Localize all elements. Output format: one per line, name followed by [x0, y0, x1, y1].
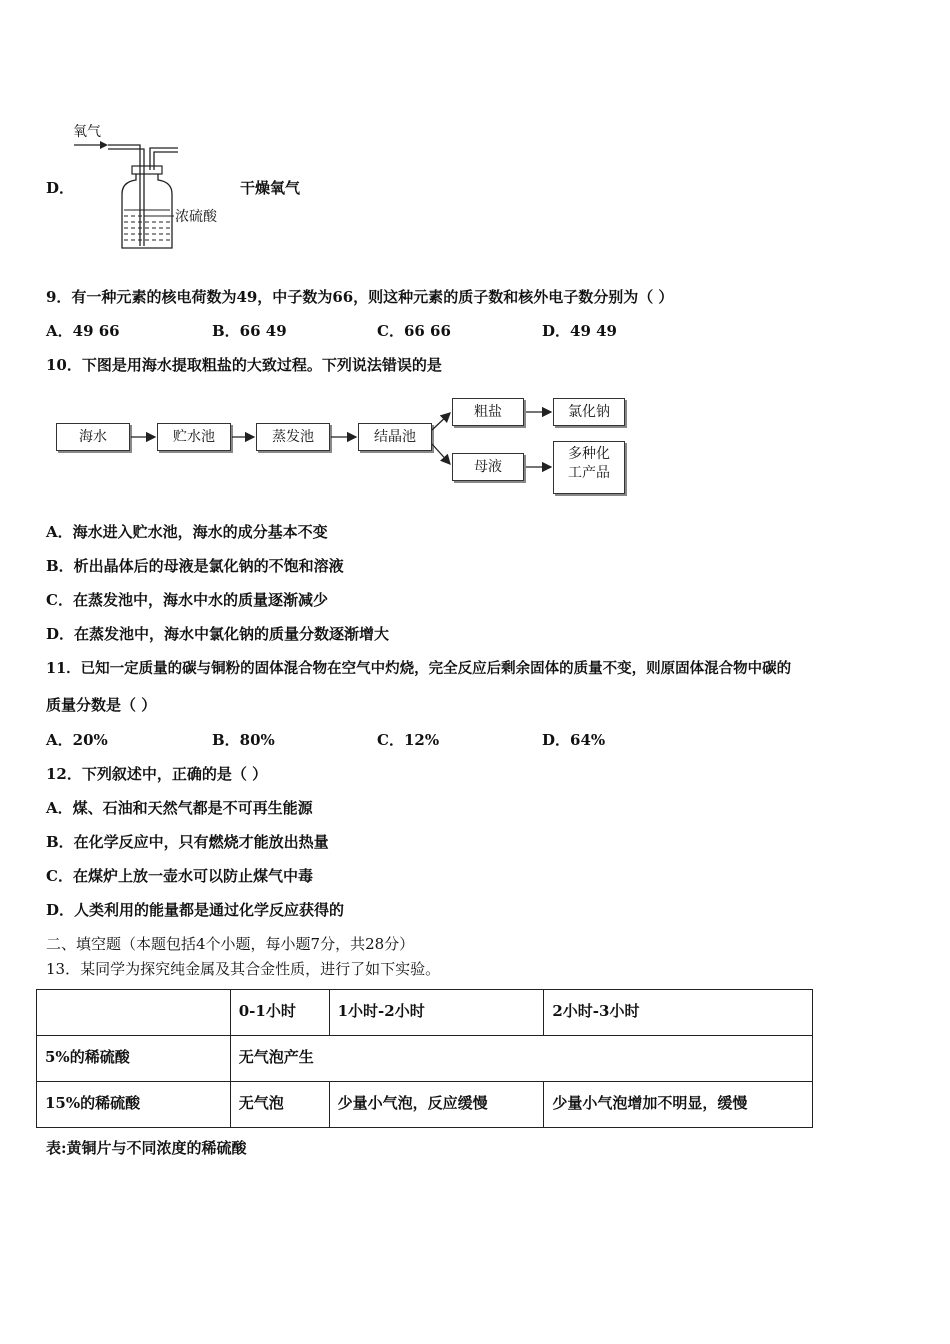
- flow-box-seawater: 海水: [56, 423, 130, 451]
- q11-option-a: A．20%: [46, 731, 108, 749]
- table-cell: 无气泡产生: [230, 1036, 812, 1082]
- q11-option-d: D．64%: [542, 731, 606, 749]
- section-2-heading: 二、填空题（本题包括4个小题，每小题7分，共28分）: [46, 935, 415, 953]
- q10-option-d: D．在蒸发池中，海水中氯化钠的质量分数逐渐增大: [46, 625, 390, 643]
- bottle-stopper: [132, 166, 162, 174]
- flow-box-sodium-chloride: 氯化钠: [553, 398, 625, 426]
- q13-results-table: [36, 989, 813, 1128]
- table-row: [37, 1036, 813, 1082]
- table-header-cell: 0-1小时: [230, 990, 329, 1036]
- table-cell: 15%的稀硫酸: [37, 1082, 231, 1128]
- liquid-label: 浓硫酸: [175, 209, 217, 225]
- table-cell: 5%的稀硫酸: [37, 1036, 231, 1082]
- flow-box-storage-pool: 贮水池: [157, 423, 231, 451]
- flow-box-crude-salt: 粗盐: [452, 398, 524, 426]
- q12-option-a: A．煤、石油和天然气都是不可再生能源: [46, 799, 313, 817]
- chem-products-line2: 工产品: [568, 465, 610, 481]
- table-header-cell: 2小时-3小时: [544, 990, 813, 1036]
- arrow-crystallization-crude-salt: [432, 413, 450, 430]
- q8-option-d-label: D．: [46, 179, 75, 197]
- q8-option-d-text: 干燥氧气: [240, 179, 301, 197]
- q11-stem-line1: 11．已知一定质量的碳与铜粉的固体混合物在空气中灼烧，完全反应后剩余固体的质量不变，则原固体混合物中碳的: [46, 660, 792, 677]
- long-inlet-tube-inner: [108, 149, 144, 246]
- q12-option-c: C．在煤炉上放一壶水可以防止煤气中毒: [46, 867, 313, 885]
- table-row: [37, 1082, 813, 1128]
- bottle-body: [122, 174, 172, 248]
- q11-option-c: C．12%: [377, 731, 440, 749]
- q10-option-a: A．海水进入贮水池，海水的成分基本不变: [46, 523, 328, 541]
- q9-option-a: A．49 66: [46, 322, 120, 340]
- q9-option-d: D．49 49: [542, 322, 617, 340]
- liquid-lines: [124, 210, 170, 240]
- q12-option-b: B．在化学反应中，只有燃烧才能放出热量: [46, 833, 329, 851]
- flow-box-evaporation-pool: 蒸发池: [256, 423, 330, 451]
- q9-option-c: C．66 66: [377, 322, 451, 340]
- table-cell: 少量小气泡增加不明显，缓慢: [544, 1082, 813, 1128]
- flow-box-crystallization-pool: 结晶池: [358, 423, 432, 451]
- flow-arrows: [0, 380, 950, 510]
- q10-stem: 10．下图是用海水提取粗盐的大致过程。下列说法错误的是: [46, 356, 442, 374]
- q12-stem: 12．下列叙述中，正确的是（ ）: [46, 765, 268, 783]
- table-header-row: [37, 990, 813, 1036]
- q10-option-b: B．析出晶体后的母液是氯化钠的不饱和溶液: [46, 557, 344, 575]
- long-inlet-tube: [108, 145, 140, 246]
- inlet-arrowhead: [100, 141, 108, 149]
- q11-option-b: B．80%: [212, 731, 275, 749]
- q11-stem-line2: 质量分数是（ ）: [46, 696, 157, 714]
- q12-option-d: D．人类利用的能量都是通过化学反应获得的: [46, 901, 345, 919]
- chem-products-line1: 多种化: [568, 446, 610, 462]
- q13-stem: 13．某同学为探究纯金属及其合金性质，进行了如下实验。: [46, 960, 441, 978]
- arrow-crystallization-mother-liquor: [432, 444, 450, 464]
- gas-in-label: 氧气: [73, 124, 101, 140]
- q9-option-b: B．66 49: [212, 322, 287, 340]
- table-cell: 无气泡: [230, 1082, 329, 1128]
- q10-option-c: C．在蒸发池中，海水中水的质量逐渐减少: [46, 591, 328, 609]
- q13-table-caption: 表:黄铜片与不同浓度的稀硫酸: [46, 1139, 247, 1157]
- q9-stem: 9．有一种元素的核电荷数为49，中子数为66，则这种元素的质子数和核外电子数分别为（ ）: [46, 288, 674, 306]
- table-header-cell: 1小时-2小时: [329, 990, 544, 1036]
- table-cell: 少量小气泡，反应缓慢: [329, 1082, 544, 1128]
- table-cell: [37, 990, 231, 1036]
- flow-box-mother-liquor: 母液: [452, 453, 524, 481]
